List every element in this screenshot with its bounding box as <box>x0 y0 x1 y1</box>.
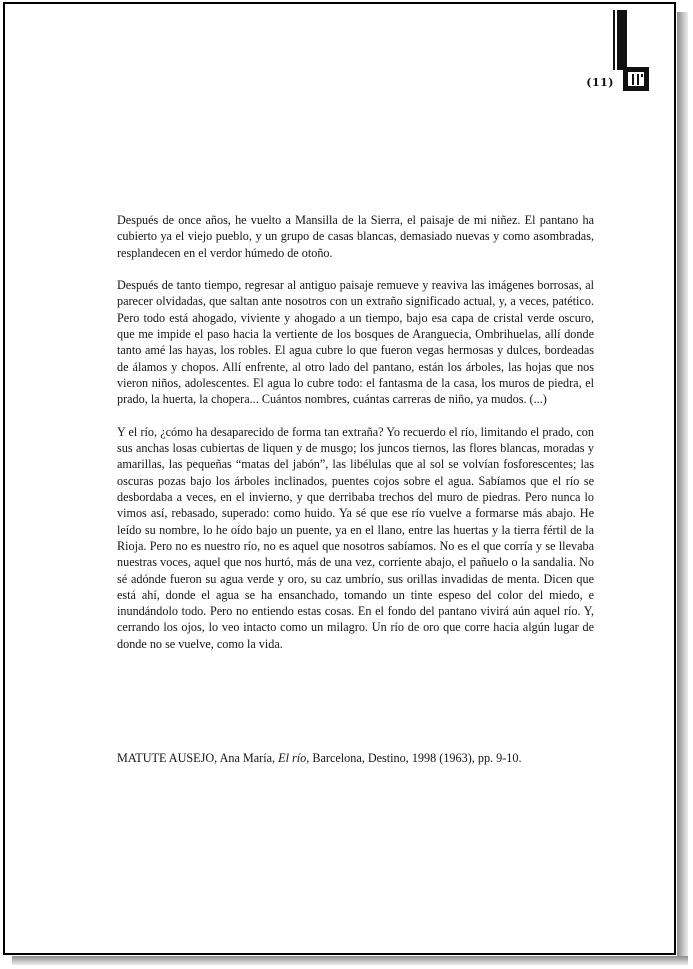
paragraph-3: Y el río, ¿cómo ha desaparecido de forma tan extraña? Yo recuerdo el río, limitando el prado, con sus anchas losas cubiertas de liquen y de musgo; los juncos tiernos, las flores blancas, moradas y amarillas, las pequeñas “matas del jabón”, las libélulas que al sol se volvían fosforescentes; las oscuras pozas bajo los árboles inclinados, puentes cojos sobre el agua. Sabíamos que el río se desbordaba a veces, en el invierno, y que derribaba trechos del muro de piedras. Pero nunca lo vimos así, rebasado, superado: como huido. Ya sé que ese río vuelve a formarse más abajo. He leído su nombre, lo he oído bajo un puente, ya en el llano, entre las huertas y la tierra fértil de la Rioja. Pero no es nuestro río, no es aquel que nosotros sabíamos. No es el que corría y se llevaba nuestras voces, aquel que nos hurtó, más de una vez, corriente abajo, el pañuelo o la sandalia. No sé adónde fueron su agua verde y oro, su caz umbrío, sus orillas invadidas de menta. Dicen que está ahí, donde el agua se ha ensanchado, tomando un tinte espeso del color del miedo, e inundándolo todo. Pero no entiendo estas cosas. En el fondo del pantano vivirá aún aquel río. Y, cerrando los ojos, lo veo intacto como un milagro. Un río de oro que corre hacia algún lugar de donde no se vuelve, como la vida. <box>117 424 594 651</box>
passage-text <box>117 212 594 668</box>
page-shadow-bottom <box>12 956 688 965</box>
citation-title: El río <box>278 751 307 765</box>
paragraph-2: Después de tanto tiempo, regresar al antiguo paisaje remueve y reaviva las imágenes borrosas, al parecer olvidadas, que saltan ante nosotros con un extraño significado actual, y, a veces, patético. Pero todo está ahogado, viviente y ahogado a un tiempo, bajo esa capa de cristal verde oscuro, que me impide el paso hacia la vertiente de los bosques de Aranguecia, Ombrihuelas, allí donde tanto amé las hayas, los robles. El agua cubre lo que fueron vegas hermosas y dulces, bordeadas de álamos y chopos. Allí enfrente, al otro lado del pantano, están los árboles, las hojas que nos vieron niños, adolescentes. El agua lo cubre todo: el fantasma de la casa, los muros de piedra, el prado, la huerta, la chopera... Cuántos nombres, cuántas carreras de niño, ya mudos. (...) <box>117 278 594 407</box>
page-shadow-right <box>677 12 688 960</box>
page-number: (11) <box>586 76 614 89</box>
citation-author: MATUTE AUSEJO, Ana María, <box>117 751 276 765</box>
paragraph-1: Después de once años, he vuelto a Mansilla de la Sierra, el paisaje de mi niñez. El pantano ha cubierto ya el viejo pueblo, y un grupo de casas blancas, demasiado nuevas y como asombradas, resplandecen en el verdor húmedo de otoño. <box>117 213 594 260</box>
citation-details: , Barcelona, Destino, 1998 (1963), pp. 9-10. <box>306 751 522 765</box>
page-tab-bar <box>617 10 627 70</box>
source-citation <box>117 750 597 766</box>
page-tab-line <box>613 10 615 70</box>
book-tab-icon <box>623 67 649 91</box>
